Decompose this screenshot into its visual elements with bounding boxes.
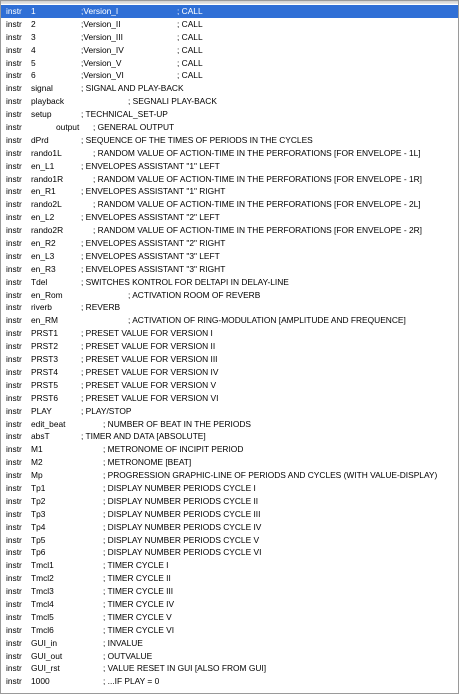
- instr-comment: ; DISPLAY NUMBER PERIODS CYCLE V: [103, 534, 260, 545]
- instr-name: PRST6: [31, 392, 58, 403]
- instr-comment: ; DISPLAY NUMBER PERIODS CYCLE VI: [103, 547, 262, 558]
- instr-name: 3: [31, 31, 36, 42]
- instr-comment: ; TIMER CYCLE II: [103, 573, 171, 584]
- instr-row[interactable]: [1, 585, 458, 598]
- instr-name: GUI_in: [31, 637, 58, 648]
- instr-comment: ; DISPLAY NUMBER PERIODS CYCLE III: [103, 508, 261, 519]
- instr-call-comment: ; CALL: [177, 44, 203, 55]
- instr-row[interactable]: [1, 456, 458, 469]
- instr-name: PRST4: [31, 366, 58, 377]
- instr-name: riverb: [31, 302, 52, 313]
- instr-keyword: instr: [6, 637, 22, 648]
- instr-name: Mp: [31, 470, 43, 481]
- instr-keyword: instr: [6, 508, 22, 519]
- instr-name: edit_beat: [31, 418, 66, 429]
- instr-comment: ; METRONOME [BEAT]: [103, 457, 192, 468]
- instr-keyword: instr: [6, 328, 22, 339]
- instr-keyword: instr: [6, 457, 22, 468]
- instr-comment: ; NUMBER OF BEAT IN THE PERIODS: [103, 418, 251, 429]
- instr-keyword: instr: [6, 44, 22, 55]
- instr-name: Tp1: [31, 482, 46, 493]
- instr-comment: ; ENVELOPES ASSISTANT "3" RIGHT: [81, 263, 226, 274]
- instr-row[interactable]: [1, 276, 458, 289]
- instr-comment: ; ENVELOPES ASSISTANT "1" RIGHT: [81, 186, 226, 197]
- instr-row[interactable]: [1, 198, 458, 211]
- instr-name: Tmcl6: [31, 624, 54, 635]
- instr-call-comment: ; CALL: [177, 31, 203, 42]
- instr-name: en_L3: [31, 250, 55, 261]
- instr-comment: ; METRONOME OF INCIPIT PERIOD: [103, 444, 244, 455]
- instr-name: setup: [31, 109, 52, 120]
- instr-name: output: [56, 122, 80, 133]
- instr-keyword: instr: [6, 250, 22, 261]
- instr-row[interactable]: [1, 57, 458, 70]
- instr-name: Tdel: [31, 276, 48, 287]
- instr-keyword: instr: [6, 212, 22, 223]
- instr-keyword: instr: [6, 676, 22, 687]
- instr-keyword: instr: [6, 586, 22, 597]
- instr-row[interactable]: [1, 637, 458, 650]
- instr-row[interactable]: [1, 301, 458, 314]
- instrument-list[interactable]: [1, 5, 458, 688]
- instr-keyword: instr: [6, 96, 22, 107]
- instr-keyword: instr: [6, 302, 22, 313]
- instr-row[interactable]: [1, 662, 458, 675]
- window-top-edge: [1, 1, 458, 4]
- instr-keyword: instr: [6, 341, 22, 352]
- instr-comment: ; ENVELOPES ASSISTANT "2" RIGHT: [81, 238, 226, 249]
- instr-name: M1: [31, 444, 43, 455]
- instr-keyword: instr: [6, 521, 22, 532]
- instr-keyword: instr: [6, 573, 22, 584]
- instr-row[interactable]: [1, 611, 458, 624]
- instr-keyword: instr: [6, 470, 22, 481]
- instr-row[interactable]: [1, 44, 458, 57]
- instr-keyword: instr: [6, 263, 22, 274]
- instr-row[interactable]: [1, 572, 458, 585]
- instr-row[interactable]: [1, 5, 458, 18]
- instr-name: playback: [31, 96, 65, 107]
- instr-comment: ;Version_V: [81, 57, 122, 68]
- instr-row[interactable]: [1, 314, 458, 327]
- instr-keyword: instr: [6, 57, 22, 68]
- instr-comment: ; TIMER CYCLE III: [103, 586, 174, 597]
- instr-comment: ; DISPLAY NUMBER PERIODS CYCLE II: [103, 495, 259, 506]
- instr-name: Tp2: [31, 495, 46, 506]
- instr-name: Tmcl4: [31, 598, 54, 609]
- instr-row[interactable]: [1, 160, 458, 173]
- instr-keyword: instr: [6, 431, 22, 442]
- instr-name: Tmcl3: [31, 586, 54, 597]
- instr-row[interactable]: [1, 598, 458, 611]
- instr-name: 1000: [31, 676, 50, 687]
- instr-comment: ; DISPLAY NUMBER PERIODS CYCLE I: [103, 482, 256, 493]
- instr-row[interactable]: [1, 559, 458, 572]
- instr-name: en_RM: [31, 315, 58, 326]
- instr-keyword: instr: [6, 173, 22, 184]
- instr-name: 2: [31, 18, 36, 29]
- instr-name: 1: [31, 6, 36, 16]
- instr-comment: ; ENVELOPES ASSISTANT "2" LEFT: [81, 212, 220, 223]
- instr-name: 5: [31, 57, 36, 68]
- instr-call-comment: ; CALL: [177, 70, 203, 81]
- instr-row[interactable]: [1, 147, 458, 160]
- instr-name: PRST1: [31, 328, 58, 339]
- instr-keyword: instr: [6, 31, 22, 42]
- instr-name: PLAY: [31, 405, 52, 416]
- instr-name: Tmcl5: [31, 611, 54, 622]
- instr-keyword: instr: [6, 482, 22, 493]
- instr-row[interactable]: [1, 340, 458, 353]
- instr-keyword: instr: [6, 122, 22, 133]
- instr-row[interactable]: [1, 624, 458, 637]
- instr-comment: ; TIMER CYCLE IV: [103, 598, 175, 609]
- instr-name: Tp5: [31, 534, 46, 545]
- instr-name: dPrd: [31, 134, 49, 145]
- instr-name: Tp6: [31, 547, 46, 558]
- instr-name: en_L2: [31, 212, 55, 223]
- instr-row[interactable]: [1, 250, 458, 263]
- instr-comment: ; ACTIVATION OF RING-MODULATION [AMPLITUDE AND FREQUENCE]: [128, 315, 406, 326]
- instr-name: rando1L: [31, 147, 62, 158]
- instr-comment: ; PRESET VALUE FOR VERSION IV: [81, 366, 219, 377]
- instr-row[interactable]: [1, 18, 458, 31]
- instr-comment: ; SEQUENCE OF THE TIMES OF PERIODS IN THE CYCLES: [81, 134, 313, 145]
- instr-comment: ;Version_VI: [81, 70, 124, 81]
- instr-row[interactable]: [1, 224, 458, 237]
- instr-comment: ; TIMER CYCLE I: [103, 560, 169, 571]
- instr-row[interactable]: [1, 495, 458, 508]
- instr-comment: ;Version_I: [81, 6, 119, 16]
- instr-comment: ; TIMER CYCLE VI: [103, 624, 175, 635]
- instr-row[interactable]: [1, 379, 458, 392]
- instr-row[interactable]: [1, 173, 458, 186]
- instr-row[interactable]: [1, 327, 458, 340]
- instr-comment: ;Version_III: [81, 31, 123, 42]
- instr-comment: ; TECHNICAL_SET-UP: [81, 109, 168, 120]
- instr-name: signal: [31, 83, 53, 94]
- instr-name: en_L1: [31, 160, 55, 171]
- instr-keyword: instr: [6, 199, 22, 210]
- instr-name: rando2L: [31, 199, 62, 210]
- instr-name: GUI_rst: [31, 663, 60, 674]
- instr-name: 6: [31, 70, 36, 81]
- instr-comment: ; OUTVALUE: [103, 650, 153, 661]
- instr-comment: ; PRESET VALUE FOR VERSION VI: [81, 392, 219, 403]
- instr-row[interactable]: [1, 211, 458, 224]
- instr-comment: ; PROGRESSION GRAPHIC-LINE OF PERIODS AND CYCLES (WITH VALUE-DISPLAY): [103, 470, 438, 481]
- instr-comment: ; PLAY/STOP: [81, 405, 132, 416]
- instr-comment: ; RANDOM VALUE OF ACTION-TIME IN THE PERFORATIONS [FOR ENVELOPE - 1L]: [93, 147, 421, 158]
- instr-keyword: instr: [6, 6, 22, 16]
- instr-keyword: instr: [6, 366, 22, 377]
- instr-call-comment: ; CALL: [177, 57, 203, 68]
- instr-name: en_R1: [31, 186, 56, 197]
- instr-comment: ; RANDOM VALUE OF ACTION-TIME IN THE PERFORATIONS [FOR ENVELOPE - 1R]: [93, 173, 422, 184]
- instr-name: Tp4: [31, 521, 46, 532]
- instr-name: en_R2: [31, 238, 56, 249]
- instr-keyword: instr: [6, 611, 22, 622]
- instr-row[interactable]: [1, 675, 458, 688]
- instr-keyword: instr: [6, 598, 22, 609]
- instr-name: GUI_out: [31, 650, 63, 661]
- instr-row[interactable]: [1, 134, 458, 147]
- instr-row[interactable]: [1, 353, 458, 366]
- instr-comment: ; PRESET VALUE FOR VERSION II: [81, 341, 216, 352]
- instr-comment: ; PRESET VALUE FOR VERSION III: [81, 354, 218, 365]
- instr-comment: ; PRESET VALUE FOR VERSION V: [81, 379, 217, 390]
- instr-row[interactable]: [1, 31, 458, 44]
- instr-keyword: instr: [6, 354, 22, 365]
- instr-comment: ; RANDOM VALUE OF ACTION-TIME IN THE PERFORATIONS [FOR ENVELOPE - 2L]: [93, 199, 421, 210]
- instr-row[interactable]: [1, 443, 458, 456]
- instr-row[interactable]: [1, 650, 458, 663]
- instr-keyword: instr: [6, 624, 22, 635]
- instr-comment: ; ACTIVATION ROOM OF REVERB: [128, 289, 261, 300]
- instr-keyword: instr: [6, 392, 22, 403]
- instr-row[interactable]: [1, 366, 458, 379]
- instr-row[interactable]: [1, 263, 458, 276]
- instr-name: Tp3: [31, 508, 46, 519]
- instr-row[interactable]: [1, 108, 458, 121]
- instr-comment: ; ...IF PLAY = 0: [103, 676, 160, 687]
- instr-keyword: instr: [6, 495, 22, 506]
- instr-keyword: instr: [6, 650, 22, 661]
- instr-row[interactable]: [1, 508, 458, 521]
- instr-comment: ; REVERB: [81, 302, 121, 313]
- instr-row[interactable]: [1, 95, 458, 108]
- instr-comment: ; INVALUE: [103, 637, 143, 648]
- instr-call-comment: ; CALL: [177, 18, 203, 29]
- instr-comment: ; TIMER AND DATA [ABSOLUTE]: [81, 431, 206, 442]
- instr-call-comment: ; CALL: [177, 6, 203, 16]
- instr-row[interactable]: [1, 69, 458, 82]
- instr-keyword: instr: [6, 444, 22, 455]
- instr-comment: ; VALUE RESET IN GUI [ALSO FROM GUI]: [103, 663, 267, 674]
- instr-name: en_Rom: [31, 289, 63, 300]
- instr-row[interactable]: [1, 521, 458, 534]
- instr-comment: ; PRESET VALUE FOR VERSION I: [81, 328, 213, 339]
- instr-comment: ; TIMER CYCLE V: [103, 611, 172, 622]
- instr-comment: ;Version_II: [81, 18, 121, 29]
- instr-keyword: instr: [6, 418, 22, 429]
- instr-name: M2: [31, 457, 43, 468]
- instr-row[interactable]: [1, 430, 458, 443]
- instr-row[interactable]: [1, 121, 458, 134]
- instr-row[interactable]: [1, 546, 458, 559]
- instr-keyword: instr: [6, 379, 22, 390]
- instr-row[interactable]: [1, 405, 458, 418]
- instr-row[interactable]: [1, 237, 458, 250]
- instr-row[interactable]: [1, 392, 458, 405]
- instr-row[interactable]: [1, 418, 458, 431]
- instr-keyword: instr: [6, 560, 22, 571]
- instr-name: rando1R: [31, 173, 64, 184]
- instr-keyword: instr: [6, 134, 22, 145]
- instr-name: PRST5: [31, 379, 58, 390]
- instr-name: absT: [31, 431, 50, 442]
- instr-keyword: instr: [6, 18, 22, 29]
- instr-row[interactable]: [1, 534, 458, 547]
- instr-comment: ; SEGNALI PLAY-BACK: [128, 96, 217, 107]
- instr-name: en_R3: [31, 263, 56, 274]
- instr-keyword: instr: [6, 109, 22, 120]
- instr-keyword: instr: [6, 289, 22, 300]
- instr-keyword: instr: [6, 405, 22, 416]
- instr-name: 4: [31, 44, 36, 55]
- instr-comment: ; ENVELOPES ASSISTANT "1" LEFT: [81, 160, 220, 171]
- instr-row[interactable]: [1, 289, 458, 302]
- instr-comment: ; RANDOM VALUE OF ACTION-TIME IN THE PERFORATIONS [FOR ENVELOPE - 2R]: [93, 225, 422, 236]
- instr-keyword: instr: [6, 225, 22, 236]
- instr-keyword: instr: [6, 160, 22, 171]
- instr-row[interactable]: [1, 185, 458, 198]
- instr-keyword: instr: [6, 238, 22, 249]
- instr-name: PRST2: [31, 341, 58, 352]
- instr-keyword: instr: [6, 663, 22, 674]
- instr-comment: ; GENERAL OUTPUT: [93, 122, 175, 133]
- instr-comment: ; ENVELOPES ASSISTANT "3" LEFT: [81, 250, 220, 261]
- instr-name: PRST3: [31, 354, 58, 365]
- instr-row[interactable]: [1, 482, 458, 495]
- instr-keyword: instr: [6, 315, 22, 326]
- instr-name: Tmcl2: [31, 573, 54, 584]
- instr-keyword: instr: [6, 276, 22, 287]
- instr-keyword: instr: [6, 186, 22, 197]
- instr-name: Tmcl1: [31, 560, 54, 571]
- instr-row[interactable]: [1, 82, 458, 95]
- instr-keyword: instr: [6, 147, 22, 158]
- instr-row[interactable]: [1, 469, 458, 482]
- instr-comment: ; DISPLAY NUMBER PERIODS CYCLE IV: [103, 521, 262, 532]
- instr-keyword: instr: [6, 547, 22, 558]
- instr-comment: ;Version_IV: [81, 44, 124, 55]
- instr-keyword: instr: [6, 83, 22, 94]
- instr-keyword: instr: [6, 534, 22, 545]
- instr-comment: ; SWITCHES KONTROL FOR DELTAPI IN DELAY-LINE: [81, 276, 289, 287]
- instr-name: rando2R: [31, 225, 64, 236]
- instr-comment: ; SIGNAL AND PLAY-BACK: [81, 83, 184, 94]
- instr-keyword: instr: [6, 70, 22, 81]
